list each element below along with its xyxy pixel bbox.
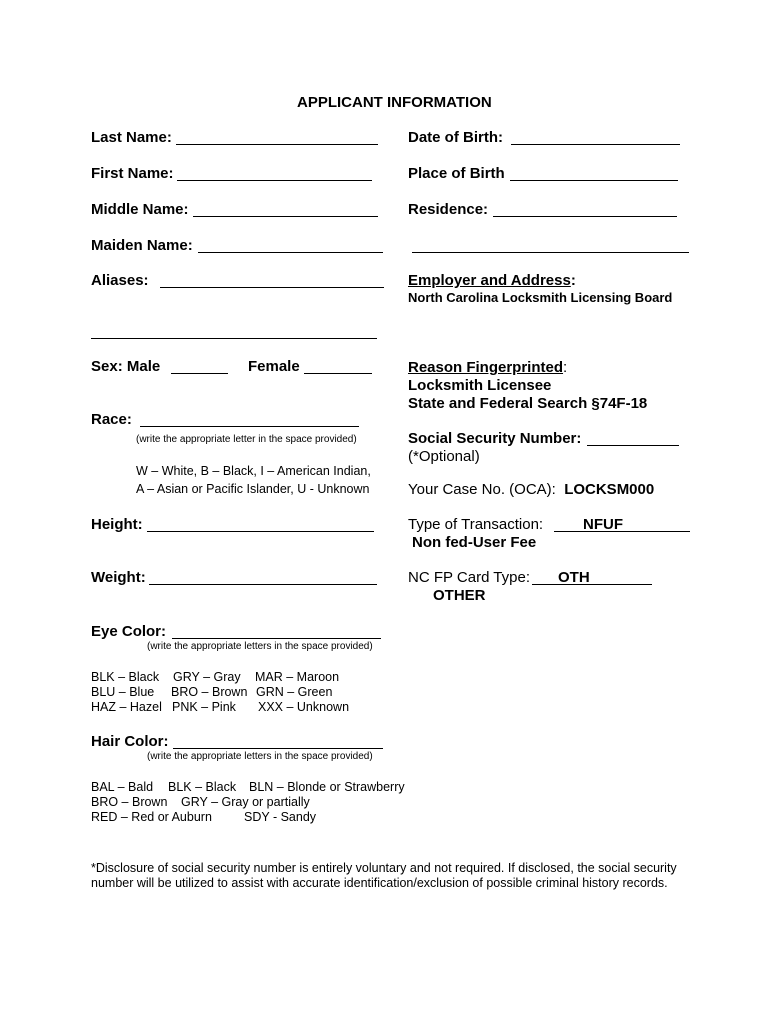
dob-label: Date of Birth: xyxy=(408,129,503,146)
hair-code: SDY - Sandy xyxy=(244,810,317,824)
sex-female-field[interactable] xyxy=(304,373,372,374)
card-type-label: NC FP Card Type: xyxy=(408,569,530,586)
page-title: APPLICANT INFORMATION xyxy=(297,94,492,111)
eye-color-hint: (write the appropriate letters in the space provided) xyxy=(147,641,373,652)
eye-code: GRN – Green xyxy=(256,685,333,699)
ssn-label: Social Security Number: xyxy=(408,430,582,447)
eye-code: PNK – Pink xyxy=(172,700,236,714)
sex-female-label: Female xyxy=(248,358,300,375)
hair-color-label: Hair Color: xyxy=(91,733,169,750)
eye-code: XXX – Unknown xyxy=(258,700,350,714)
card-type xyxy=(408,569,530,586)
aliases-field[interactable] xyxy=(160,287,384,288)
eye-color-label: Eye Color: xyxy=(91,623,167,640)
card-type-underline xyxy=(532,584,652,585)
weight-label: Weight: xyxy=(91,569,146,586)
disclosure-line-1: *Disclosure of social security number is entirely voluntary and not required. If disclosed, the social security xyxy=(91,861,677,875)
sex-male-field[interactable] xyxy=(171,373,228,374)
sex-male-label: Sex: Male xyxy=(91,358,161,375)
case-no xyxy=(408,481,654,498)
transaction-value: NFUF xyxy=(583,516,623,533)
first-name-label: First Name: xyxy=(91,165,174,182)
last-name-field[interactable] xyxy=(176,144,378,145)
ssn-field[interactable] xyxy=(587,445,679,446)
reason-line-2: State and Federal Search §74F-18 xyxy=(408,395,648,412)
eye-code: BRO – Brown xyxy=(171,685,248,699)
race-codes-line-2: A – Asian or Pacific Islander, U - Unknown xyxy=(136,482,370,496)
case-no-label: Your Case No. (OCA): xyxy=(408,481,556,498)
race-hint: (write the appropriate letter in the space provided) xyxy=(136,434,357,445)
reason-label xyxy=(408,359,567,376)
reason-line-1: Locksmith Licensee xyxy=(408,377,552,394)
eye-code: BLK – Black xyxy=(91,670,160,684)
hair-code: RED – Red or Auburn xyxy=(91,810,212,824)
transaction-desc: Non fed-User Fee xyxy=(412,534,537,551)
aliases-field-2[interactable] xyxy=(91,338,377,339)
eye-code: HAZ – Hazel xyxy=(91,700,162,714)
last-name-label: Last Name: xyxy=(91,129,172,146)
middle-name-label: Middle Name: xyxy=(91,201,189,218)
hair-code: BRO – Brown xyxy=(91,795,168,809)
hair-color-field[interactable] xyxy=(173,748,383,749)
pob-label: Place of Birth xyxy=(408,165,505,182)
aliases-label: Aliases: xyxy=(91,272,149,289)
hair-code: GRY – Gray or partially xyxy=(181,795,310,809)
hair-code: BLK – Black xyxy=(168,780,237,794)
eye-color-field[interactable] xyxy=(172,638,381,639)
reason-colon: : xyxy=(563,359,568,376)
race-label: Race: xyxy=(91,411,132,428)
race-field[interactable] xyxy=(140,426,359,427)
pob-field[interactable] xyxy=(510,180,678,181)
first-name-field[interactable] xyxy=(177,180,372,181)
residence-field[interactable] xyxy=(493,216,677,217)
dob-field[interactable] xyxy=(511,144,680,145)
eye-code: GRY – Gray xyxy=(173,670,241,684)
hair-code: BLN – Blonde or Strawberry xyxy=(249,780,405,794)
card-type-desc: OTHER xyxy=(433,587,486,604)
eye-code: MAR – Maroon xyxy=(255,670,340,684)
middle-name-field[interactable] xyxy=(193,216,378,217)
employer-colon: : xyxy=(570,272,576,289)
employer-label xyxy=(408,272,576,289)
race-codes-line-1: W – White, B – Black, I – American Indian, xyxy=(136,464,371,478)
hair-code: BAL – Bald xyxy=(91,780,154,794)
reason-label-text: Reason Fingerprinted xyxy=(408,359,564,376)
hair-color-hint: (write the appropriate letters in the space provided) xyxy=(147,751,373,762)
employer-label-text: Employer and Address xyxy=(408,272,571,289)
transaction-label: Type of Transaction: xyxy=(408,516,544,533)
eye-code: BLU – Blue xyxy=(91,685,155,699)
residence-label: Residence: xyxy=(408,201,489,218)
weight-field[interactable] xyxy=(149,584,377,585)
card-type-value: OTH xyxy=(558,569,590,586)
height-field[interactable] xyxy=(147,531,374,532)
height-label: Height: xyxy=(91,516,143,533)
employer-value: North Carolina Locksmith Licensing Board xyxy=(408,290,673,305)
maiden-name-field[interactable] xyxy=(198,252,383,253)
ssn-optional: (*Optional) xyxy=(408,448,480,465)
case-no-value: LOCKSM000 xyxy=(564,481,655,498)
transaction-type xyxy=(408,516,543,533)
residence-field-2[interactable] xyxy=(412,252,689,253)
disclosure-line-2: number will be utilized to assist with accurate identification/exclusion of possible criminal history records. xyxy=(91,876,668,890)
maiden-name-label: Maiden Name: xyxy=(91,237,193,254)
